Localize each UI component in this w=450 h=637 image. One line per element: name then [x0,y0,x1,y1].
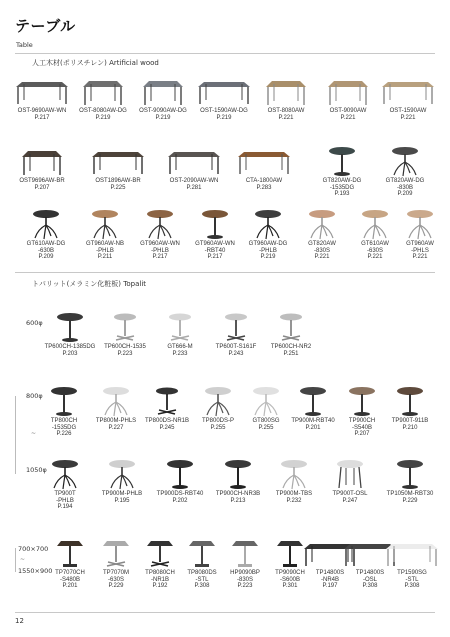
product-page: P.255 [210,424,226,431]
table-illustration-icon [42,308,98,344]
product-item [97,308,153,357]
product-page: P.301 [282,583,298,590]
product-item [314,142,370,198]
product-code: TP7070CH -S480B [55,570,85,583]
product-item [236,142,292,191]
product-code: GT960AW-DG -PHLB [248,241,288,254]
table-illustration-icon [135,72,191,108]
table-illustration-icon [322,455,378,491]
product-code: OST-2090AW-WN [169,178,219,184]
product-item [320,72,376,121]
table-illustration-icon [258,72,314,108]
table-illustration-icon [94,455,150,491]
product-code: OST9696AW-BR [19,178,65,184]
product-item [380,72,436,121]
product-page: P.203 [62,350,78,357]
table-illustration-icon [166,142,222,178]
page-title: テーブル [15,17,76,35]
product-code: GT960AW-WN -PHLB [140,241,180,254]
product-page: P.223 [117,350,133,357]
product-page: P.232 [286,497,302,504]
product-page: P.251 [283,350,299,357]
section-label-artificial-wood: 人工木材(ポリスチレン) Artificial wood [32,59,159,67]
table-illustration-icon [36,382,92,418]
product-page: P.211 [97,254,113,261]
product-page: P.209 [397,191,413,198]
table-illustration-icon [97,308,153,344]
product-code: TP900T-OSL [332,491,368,497]
product-page: P.210 [402,424,418,431]
size-bracket-800-1050 [15,396,16,474]
product-code: TP900CH -S540B [348,418,376,431]
product-code: TP600CH-NR2 [270,344,312,350]
product-page: P.217 [152,254,168,261]
product-item [384,534,440,590]
product-code: OST-1590AW-DG [200,108,248,114]
product-code: TP800DS-P [201,418,234,424]
product-code: TP900T-911B [391,418,429,424]
product-code: TP1050M-RBT30 [386,491,434,497]
product-item [258,72,314,121]
product-item [90,142,146,191]
product-code: OST-8080AW-DG [79,108,127,114]
product-item [18,205,74,261]
product-code: TP800CH -1535DG [50,418,78,431]
product-code: GT610AW -630S [361,241,389,254]
product-item [14,142,70,191]
product-page: P.227 [108,424,124,431]
product-page: P.283 [256,184,272,191]
product-page: P.201 [305,424,321,431]
table-illustration-icon [77,205,133,241]
product-page: P.308 [404,583,420,590]
product-page: P.255 [258,424,274,431]
product-page: P.223 [237,583,253,590]
product-page: P.219 [155,114,171,121]
product-code: OST-9690AW-WN [17,108,67,114]
table-illustration-icon [392,205,448,241]
product-item [42,308,98,357]
product-code: TP900CH-NR3B [215,491,261,497]
product-page: P.207 [354,431,370,438]
product-code: GT960AW-NB -PHLB [85,241,124,254]
page-number: 12 [15,617,24,625]
table-illustration-icon [208,308,264,344]
product-code: GT820AW-DG -1535DG [322,178,362,191]
product-page: P.221 [340,114,356,121]
table-illustration-icon [236,142,292,178]
product-code: TP600CH-1535 [104,344,146,350]
table-illustration-icon [152,455,208,491]
product-item [152,455,208,504]
table-illustration-icon [18,205,74,241]
product-code: GT666-M [167,344,193,350]
table-illustration-icon [263,308,319,344]
table-illustration-icon [210,455,266,491]
product-page: P.219 [260,254,276,261]
table-illustration-icon [132,205,188,241]
product-code: TP900M-TBS [275,491,313,497]
table-illustration-icon [382,382,438,418]
table-illustration-icon [196,72,252,108]
product-item [382,382,438,431]
product-item [196,72,252,121]
product-item [210,455,266,504]
product-item [36,382,92,438]
product-item [135,72,191,121]
page-subtitle: Table [16,41,33,49]
product-item [37,455,93,511]
table-illustration-icon [320,72,376,108]
product-code: TP900T -PHLB [54,491,76,504]
product-item [294,205,350,261]
product-code: OST-9090AW-DG [139,108,187,114]
table-illustration-icon [377,142,433,178]
product-page: P.229 [108,583,124,590]
header-divider [15,53,435,54]
product-page: P.221 [314,254,330,261]
section-label-topalit: トパリット(メラミン化粧板) Topalit [32,280,147,288]
product-page: P.221 [278,114,294,121]
product-item [377,142,433,198]
product-code: GT820AW-DG -830B [385,178,425,191]
product-item [208,308,264,357]
product-page: P.202 [172,497,188,504]
product-code: TP800DS-NR1B [144,418,189,424]
product-code: TP900M-PHLB [101,491,143,497]
table-illustration-icon [75,72,131,108]
product-page: P.247 [342,497,358,504]
section-divider [15,272,435,273]
product-code: GT960AW-WN -RBT40 [195,241,235,254]
size-label-1550: 1550×900 [18,567,53,575]
product-code: HP9090BP -830S [230,570,260,583]
footer-divider [15,612,435,613]
table-illustration-icon [384,534,440,570]
product-page: P.219 [216,114,232,121]
table-illustration-icon [266,455,322,491]
size-label-600: 600φ [26,319,43,327]
size-label-1050: 1050φ [26,466,47,474]
table-illustration-icon [240,205,296,241]
product-item [240,205,296,261]
product-page: P.213 [230,497,246,504]
product-code: OST-8080AW [267,108,305,114]
product-item [139,382,195,431]
product-code: TP9090CH -S600B [275,570,305,583]
product-code: GT610AW-DG -630B [26,241,66,254]
product-page: P.243 [228,350,244,357]
product-page: P.192 [152,583,168,590]
product-page: P.225 [110,184,126,191]
product-page: P.193 [334,191,350,198]
table-illustration-icon [187,205,243,241]
product-page: P.195 [114,497,130,504]
table-illustration-icon [14,72,70,108]
product-item [166,142,222,191]
product-code: TP600CH-1385DG [44,344,96,350]
product-item [266,455,322,504]
product-code: GT820AW -830S [308,241,336,254]
product-code: OST1896AW-BR [95,178,141,184]
product-page: P.219 [95,114,111,121]
size-bracket-700-1550 [15,548,16,572]
product-page: P.217 [207,254,223,261]
size-label-700: 700×700 [18,545,49,553]
product-code: TP8080DS -STL [187,570,217,583]
size-label-800: 800φ [26,392,43,400]
product-page: P.221 [412,254,428,261]
product-code: TP1590SG -STL [397,570,427,583]
product-item [285,382,341,431]
product-page: P.221 [367,254,383,261]
product-page: P.229 [402,497,418,504]
table-illustration-icon [285,382,341,418]
product-code: TP7070M -630S [102,570,129,583]
product-code: TP8080CH -NR1B [145,570,175,583]
product-code: TP600T-S161F [215,344,257,350]
product-page: P.209 [38,254,54,261]
product-code: CTA-1800AW [245,178,283,184]
product-code: GT800SG [252,418,280,424]
table-illustration-icon [294,205,350,241]
product-item [77,205,133,261]
table-illustration-icon [88,382,144,418]
product-page: P.226 [56,431,72,438]
table-illustration-icon [90,142,146,178]
product-item [392,205,448,261]
product-page: P.217 [34,114,50,121]
product-page: P.308 [194,583,210,590]
table-illustration-icon [37,455,93,491]
product-page: P.233 [172,350,188,357]
product-page: P.221 [400,114,416,121]
size-range-tilde: ~ [31,430,37,437]
product-item [263,308,319,357]
table-illustration-icon [314,142,370,178]
product-code: GT960AW -PHLS [406,241,434,254]
product-page: P.245 [159,424,175,431]
product-item [94,455,150,504]
product-item [14,72,70,121]
product-item [88,382,144,431]
product-code: TP900M-RBT40 [291,418,335,424]
product-page: P.308 [362,583,378,590]
product-page: P.201 [62,583,78,590]
table-illustration-icon [382,455,438,491]
product-code: TP14800S -NR4B [315,570,345,583]
product-item [187,205,243,261]
product-code: TP14800S -OSL [355,570,385,583]
product-code: TP900DS-RBT40 [156,491,204,497]
product-code: TP800M-PHLS [95,418,137,424]
product-page: P.197 [322,583,338,590]
product-page: P.281 [186,184,202,191]
table-illustration-icon [139,382,195,418]
product-item [132,205,188,261]
product-item [322,455,378,504]
product-page: P.194 [57,504,73,511]
table-illustration-icon [14,142,70,178]
product-item [152,308,208,357]
size-range-tilde-2: ~ [20,556,26,563]
product-item [75,72,131,121]
product-code: OST-9090AW [329,108,367,114]
table-illustration-icon [152,308,208,344]
product-page: P.207 [34,184,50,191]
product-code: OST-1590AW [389,108,427,114]
product-item [382,455,438,504]
table-illustration-icon [380,72,436,108]
